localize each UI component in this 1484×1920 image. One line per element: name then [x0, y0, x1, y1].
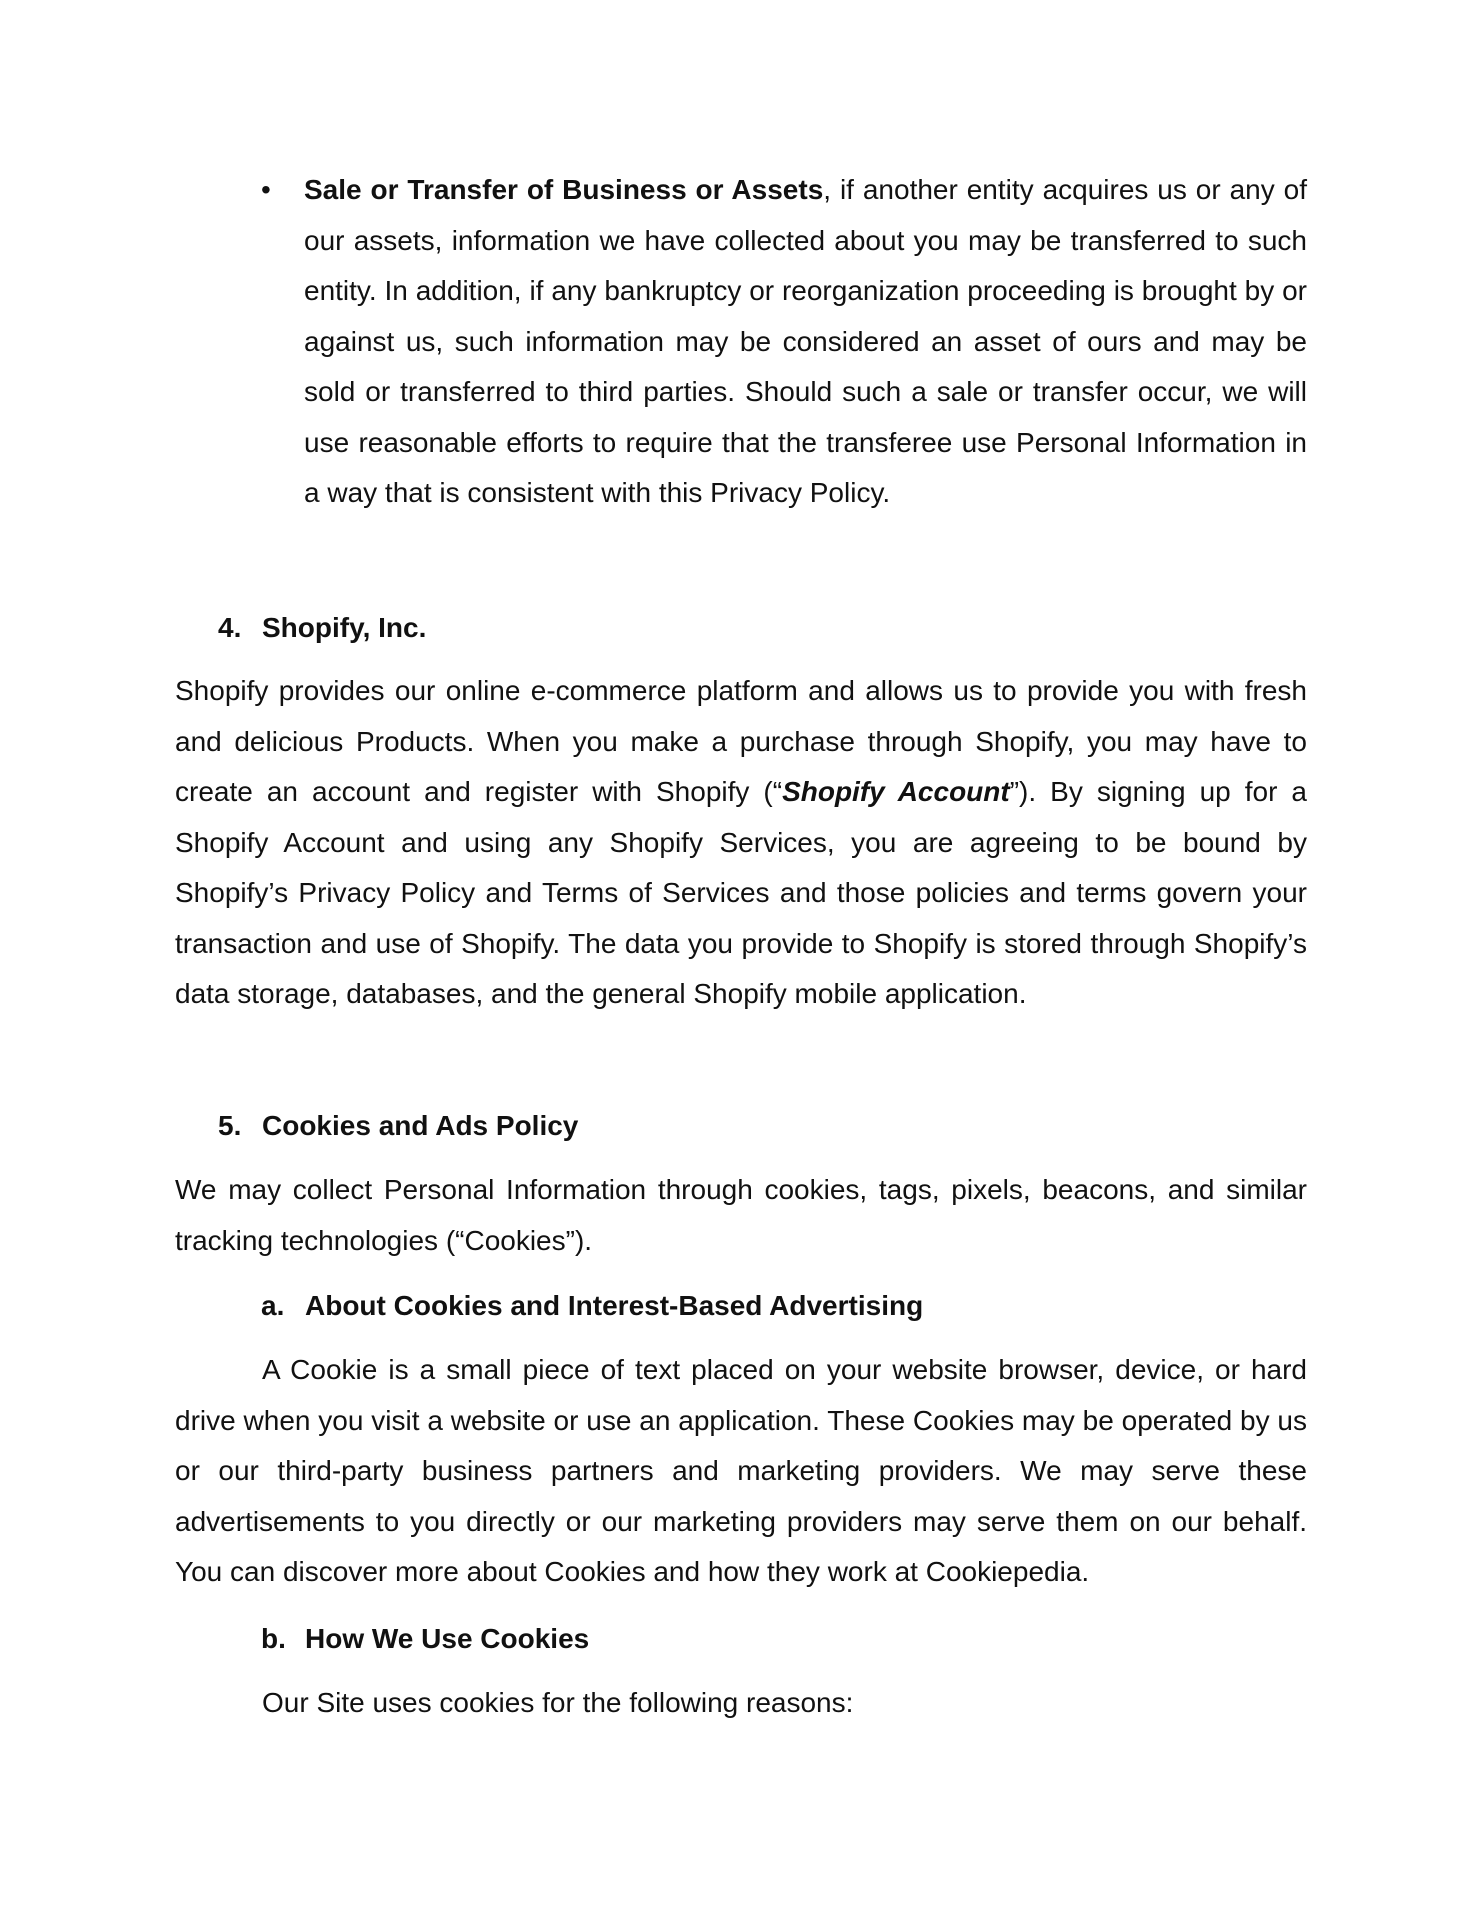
bullet-text	[304, 165, 1307, 519]
subsection-b-heading	[261, 1614, 589, 1664]
section-5-number: 5.	[218, 1110, 242, 1141]
bullet-glyph: •	[261, 174, 271, 205]
section-5-intro: We may collect Personal Information through cookies, tags, pixels, beacons, and similar tracking technologies (“Cookies”).	[175, 1174, 1307, 1256]
subsection-a-letter: a.	[261, 1290, 285, 1321]
section-4-title: Shopify, Inc.	[262, 612, 427, 643]
bullet-body: , if another entity acquires us or any of our assets, information we have collected about you may be transferred to such entity. In addition, if any bankruptcy or reorganization proceeding is brought by or against us, such information may be considered an asset of ours and may be sold or transferred to third parties. Should such a sale or transfer occur, we will use reasonable efforts to require that the transferee use Personal Information in a way that is consistent with this Privacy Policy.	[304, 174, 1307, 508]
section-4-paragraph	[175, 666, 1307, 1020]
section-4-text-after: ”). By signing up for a Shopify Account and using any Shopify Services, you are agreeing to be bound by Shopify’s Privacy Policy and Terms of Services and those policies and terms govern your transaction and use of Shopify. The data you provide to Shopify is stored through Shopify’s data storage, databases, and the general Shopify mobile application.	[175, 776, 1308, 1009]
subsection-b-paragraph: Our Site uses cookies for the following reasons:	[262, 1687, 854, 1718]
section-4-number: 4.	[218, 612, 242, 643]
subsection-b-letter: b.	[261, 1623, 286, 1654]
subsection-a-paragraph	[175, 1345, 1307, 1598]
section-4-heading	[218, 603, 426, 653]
subsection-a-heading	[261, 1281, 923, 1331]
section-4-text-before: Shopify provides our online e-commerce platform and allows us to provide you with fresh and delicious Products. When you make a purchase through Shopify, you may have to create an account and register with Shopify (“	[175, 675, 1307, 807]
bullet-title: Sale or Transfer of Business or Assets	[304, 174, 824, 205]
section-5-heading	[218, 1101, 578, 1151]
subsection-a-text: A Cookie is a small piece of text placed on your website browser, device, or hard drive when you visit a website or use an application. These Cookies may be operated by us or our third-party business partners and marketing providers. We may serve these advertisements to you directly or our marketing providers may serve them on our behalf. You can discover more about Cookies and how they work at Cookiepedia.	[175, 1354, 1307, 1587]
section-5-title: Cookies and Ads Policy	[262, 1110, 579, 1141]
subsection-a-title: About Cookies and Interest-Based Advertising	[305, 1290, 924, 1321]
section-4-defined-term: Shopify Account	[782, 776, 1010, 807]
subsection-b-title: How We Use Cookies	[305, 1623, 590, 1654]
